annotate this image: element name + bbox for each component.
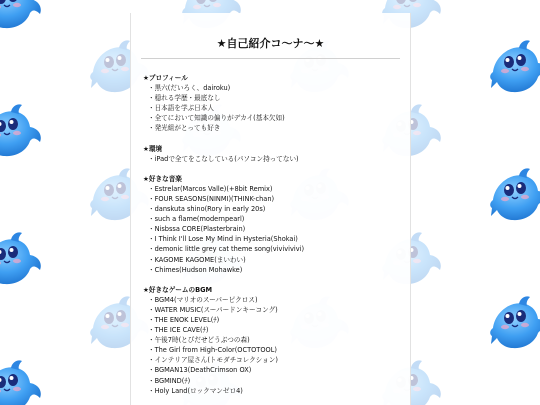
list-item: ・THE ICE CAVE(ﾁ) <box>148 326 209 335</box>
dolphin-icon <box>0 228 47 290</box>
section-heading: ★プロフィール <box>143 74 188 82</box>
list-item: ・iPadで全てをこなしている(パソコン持ってない) <box>148 154 299 163</box>
list-item: ・発光組がとっても好き <box>148 124 221 133</box>
dolphin-icon <box>0 0 47 34</box>
list-item: ・BGM4(マリオのスーパーピクロス) <box>148 295 258 304</box>
list-item: ・WATER MUSIC(スーパードンキーコング) <box>148 305 278 314</box>
list-item: ・THE ENOK LEVEL(ﾁ) <box>148 315 220 324</box>
profile-card <box>130 13 411 405</box>
section-profile <box>143 73 410 134</box>
section-heading: ★好きな音楽 <box>143 174 182 183</box>
dolphin-icon <box>0 356 47 405</box>
dolphin-icon <box>485 292 540 354</box>
list-item: ・穏れる学歴・最底なし <box>148 94 221 103</box>
dolphin-icon <box>485 164 540 226</box>
list-item: ・黒六(だいろく、dairoku) <box>148 84 231 93</box>
dolphin-icon <box>485 36 540 98</box>
list-item: ・Nisbssa CORE(Plasterbrain) <box>148 225 246 234</box>
list-item: ・BGMIND(ﾁ) <box>148 376 191 385</box>
section-favorite-game-bgm <box>143 285 410 396</box>
profile-content <box>131 59 410 396</box>
list-item: ・demonic little grey cat theme song(vivivivivi) <box>148 245 305 254</box>
list-item: ・The Girl from High-Color(OCTOTOOL) <box>148 346 277 355</box>
section-heading: ★好きなゲームのBGM <box>143 285 213 294</box>
section-environment <box>143 144 410 164</box>
list-item: ・全てにおいて知識の偏りがデカイ(基本欠如) <box>148 114 285 123</box>
list-item: ・KAGOME KAGOME(まいわい) <box>148 255 246 264</box>
list-item: ・I Think I'll Lose My Mind in Hysteria(Shokai) <box>148 235 298 244</box>
list-item: ・Holy Land(ロックマンゼロ4) <box>148 386 243 395</box>
section-heading: ★環境 <box>143 144 163 153</box>
list-item: ・danskuta shino(Rory in early 20s) <box>148 205 266 214</box>
list-item: ・午後7時(とびだせどうぶつの森) <box>148 336 250 345</box>
list-item: ・Estrelar(Marcos Valle)(+8bit Remix) <box>148 184 273 193</box>
list-item: ・FOUR SEASONS(NINMI)(THINK-chan) <box>148 194 275 203</box>
list-item: ・Chimes(Hudson Mohawke) <box>148 265 243 274</box>
list-item: ・BGMAN13(DeathCrimson OX) <box>148 366 252 375</box>
dolphin-icon <box>0 100 47 162</box>
list-item: ・インテリア屋さん(トモダチコレクション) <box>148 356 278 365</box>
list-item: ・such a flame(modernpearl) <box>148 215 245 224</box>
list-item: ・日本語を学ぶ日本人 <box>148 104 214 113</box>
page-title: ★自己紹介コ〜ナ〜★ <box>216 37 325 50</box>
section-favorite-music <box>143 174 410 275</box>
